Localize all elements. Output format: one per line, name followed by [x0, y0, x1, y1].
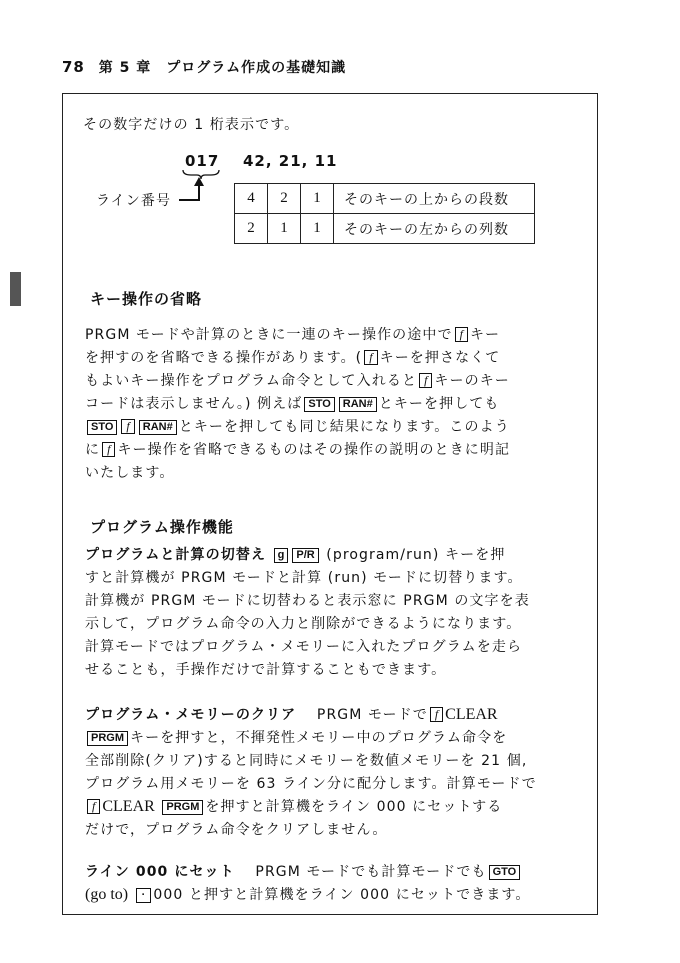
- key-f: f: [87, 799, 100, 814]
- key-prgm: PRGM: [162, 800, 203, 815]
- paragraph-line: すと計算機が PRGM モードと計算 (run) モードに切替ります。: [85, 570, 523, 586]
- code-line-number: 017: [185, 152, 220, 170]
- key-f: f: [364, 350, 377, 365]
- paragraph-line: f CLEAR PRGM を押すと計算機をライン 000 にセットする: [85, 796, 502, 816]
- paragraph-line: を押すのを省略できる操作があります。( f キーを押さなくて: [85, 350, 501, 366]
- chapter-title: 第 5 章 プログラム作成の基礎知識: [98, 60, 347, 76]
- key-ran: RAN#: [339, 397, 377, 412]
- paragraph-line: (go to) · 000 と押すと計算機をライン 000 にセットできます。: [85, 886, 531, 903]
- table-row: [235, 184, 535, 214]
- paragraph-line: もよいキー操作をプログラム命令として入れると f キーのキー: [85, 373, 510, 389]
- side-tab-mark: [10, 272, 21, 306]
- paragraph-line: プログラム用メモリーを 63 ライン分に配分します。計算モードで: [85, 776, 537, 792]
- key-f: f: [121, 419, 134, 434]
- keycode-table: [234, 183, 535, 244]
- table-cell: 4: [235, 184, 268, 214]
- table-cell: 1: [268, 214, 301, 244]
- key-prgm: PRGM: [87, 731, 128, 746]
- page-header: [62, 57, 346, 77]
- paragraph-line: コードは表示しません。) 例えば STO RAN# とキーを押しても: [85, 396, 500, 412]
- section-heading-key-omission: キー操作の省略: [90, 290, 203, 308]
- paragraph-line: PRGM モードや計算のときに一連のキー操作の途中で f キー: [85, 327, 501, 343]
- paragraph-line: 計算機が PRGM モードに切替わると表示窓に PRGM の文字を表: [85, 593, 530, 609]
- table-cell: 1: [301, 184, 334, 214]
- code-keycodes: 42, 21, 11: [243, 152, 338, 170]
- paragraph-line: 示して，プログラム命令の入力と削除ができるようになります。: [85, 616, 522, 632]
- key-g: g: [274, 548, 289, 563]
- paragraph-line: だけで，プログラム命令をクリアしません。: [85, 822, 388, 838]
- key-f: f: [419, 373, 432, 388]
- key-f: f: [430, 707, 443, 722]
- page-number: 78: [62, 58, 85, 76]
- paragraph-line: いたします。: [85, 465, 175, 481]
- table-cell: そのキーの左からの列数: [334, 214, 535, 244]
- paragraph-line: STO f RAN# とキーを押しても同じ結果になります。このよう: [85, 416, 510, 436]
- line-number-label: ライン番号: [96, 193, 172, 209]
- key-pr: P/R: [292, 548, 318, 563]
- key-dot: ·: [136, 888, 152, 903]
- paragraph-line: プログラムと計算の切替え g P/R (program/run) キーを押: [85, 547, 506, 563]
- paragraph-line: 計算モードではプログラム・メモリーに入れたプログラムを走ら: [85, 639, 523, 655]
- key-sto: STO: [304, 397, 334, 412]
- paragraph-line: プログラム・メモリーのクリア PRGM モードで f CLEAR: [85, 706, 498, 723]
- paragraph-line: ライン 000 にセット PRGM モードでも計算モードでも GTO: [85, 861, 522, 881]
- key-f: f: [455, 327, 468, 342]
- key-f: f: [102, 442, 115, 457]
- section-heading-program-functions: プログラム操作機能: [90, 518, 234, 536]
- table-cell: 2: [235, 214, 268, 244]
- paragraph-line: に f キー操作を省略できるものはその操作の説明のときに明記: [85, 442, 511, 458]
- intro-text: その数字だけの 1 桁表示です。: [83, 117, 300, 133]
- pointer-arrow-icon: [176, 176, 206, 206]
- table-cell: そのキーの上からの段数: [334, 184, 535, 214]
- paragraph-line: PRGM キーを押すと，不揮発性メモリー中のプログラム命令を: [85, 727, 507, 747]
- table-cell: 1: [301, 214, 334, 244]
- key-sto: STO: [87, 420, 117, 435]
- paragraph-line: 全部削除(クリア)すると同時にメモリーを数値メモリーを 21 個,: [85, 753, 528, 769]
- key-gto: GTO: [489, 865, 521, 880]
- table-cell: 2: [268, 184, 301, 214]
- key-ran: RAN#: [139, 420, 177, 435]
- paragraph-line: せることも，手操作だけで計算することもできます。: [85, 662, 447, 678]
- table-row: [235, 214, 535, 244]
